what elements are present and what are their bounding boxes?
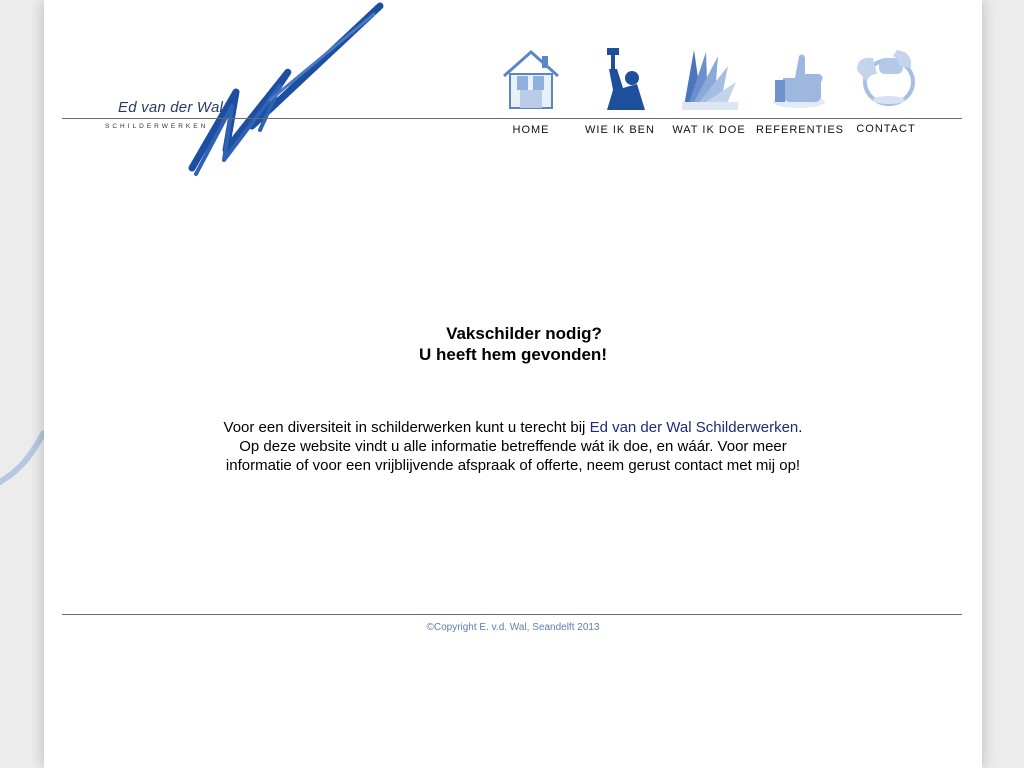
nav-home[interactable]	[489, 44, 573, 140]
nav-label-referenties: REFERENTIES	[756, 124, 845, 136]
house-icon	[498, 44, 564, 112]
thumbs-up-icon	[765, 44, 831, 112]
intro-part-1: Voor een diversiteit in schilderwerken kunt u terecht bij	[223, 419, 590, 436]
logo-subtitle: SCHILDERWERKEN	[105, 123, 209, 130]
brush-stroke-logo-icon	[74, 0, 424, 185]
logo-name: Ed van der Wal	[118, 99, 224, 116]
nav-label-home: HOME	[512, 124, 550, 136]
nav-contact[interactable]	[844, 44, 928, 140]
footer-divider	[62, 614, 962, 615]
intro-line-3: informatie of voor een vrijblijvende afspraak of offerte, neem gerust contact met mij op!	[225, 457, 801, 474]
color-fan-icon	[676, 44, 742, 112]
nav-label-contact: CONTACT	[856, 123, 916, 135]
company-link[interactable]: Ed van der Wal Schilderwerken	[589, 419, 799, 436]
page-container	[44, 0, 982, 768]
site-logo[interactable]	[74, 0, 424, 185]
intro-line-2: Op deze website vindt u alle informatie betreffende wát ik doe, en wáár. Voor meer	[239, 438, 787, 455]
nav-label-wat-ik-doe: WAT IK DOE	[672, 124, 746, 136]
nav-referenties[interactable]	[756, 44, 845, 140]
intro-line-1	[44, 418, 982, 437]
painter-icon	[587, 44, 653, 112]
headline-line-2: U heeft hem gevonden!	[419, 345, 607, 364]
nav-wat-ik-doe[interactable]	[667, 44, 751, 140]
intro-part-2: .	[798, 419, 803, 436]
copyright-text: ©Copyright E. v.d. Wal, Seandelft 2013	[426, 622, 600, 633]
telephone-icon	[853, 44, 919, 112]
nav-label-wie-ik-ben: WIE IK BEN	[585, 124, 655, 136]
nav-wie-ik-ben[interactable]	[578, 44, 662, 140]
page-headline	[44, 323, 982, 365]
headline-line-1: Vakschilder nodig?	[446, 324, 602, 343]
intro-text	[44, 418, 982, 475]
